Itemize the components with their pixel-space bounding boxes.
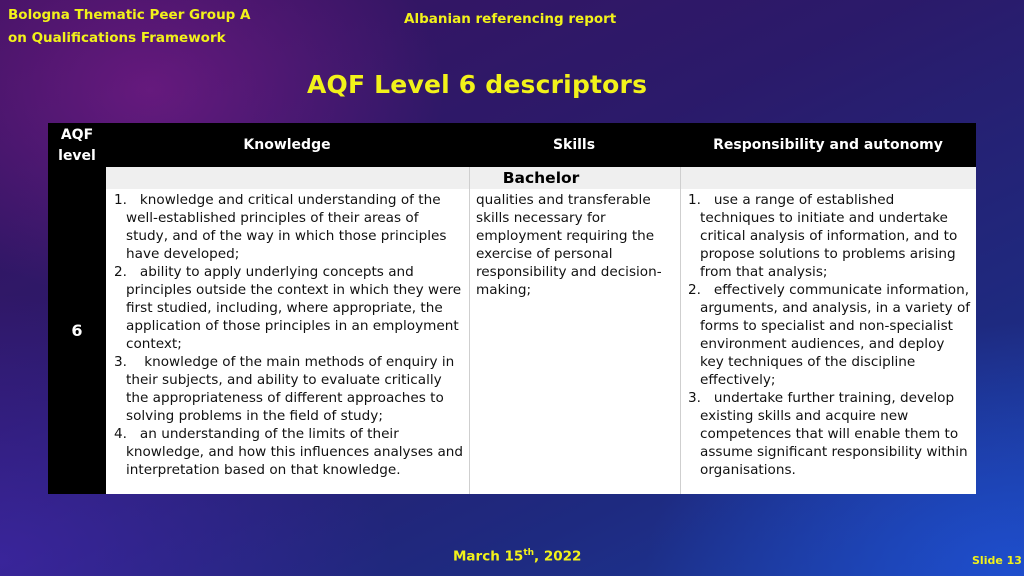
level-column bbox=[48, 123, 106, 494]
descriptors-table bbox=[48, 123, 976, 494]
responsibility-item: 3. undertake further training, develop existing skills and acquire new competences that will enable them to assume significant responsibility within organisations. bbox=[688, 390, 968, 478]
slide-number: Slide 13 bbox=[972, 554, 1022, 567]
org-line-2: on Qualifications Framework bbox=[8, 30, 226, 46]
knowledge-item: 2. ability to apply underlying concepts and principles outside the context in which they were first studied, including, where appropriate, the application of those principles in an employment context; bbox=[114, 264, 462, 352]
level-header bbox=[48, 125, 106, 167]
page-title: AQF Level 6 descriptors bbox=[307, 70, 648, 99]
responsibility-item: 1. use a range of established techniques to initiate and undertake critical analysis of information, and to propose solutions to problems arising from that analysis; bbox=[688, 192, 958, 280]
date-suffix: , 2022 bbox=[534, 548, 582, 565]
knowledge-cell bbox=[108, 189, 468, 494]
date-prefix: March 15 bbox=[453, 548, 524, 565]
knowledge-list bbox=[112, 191, 464, 479]
footer-date bbox=[453, 548, 581, 565]
bachelor-subheader: Bachelor bbox=[106, 167, 976, 189]
knowledge-item: 1. knowledge and critical understanding of the well-established principles of their areas of study, and of the way in which those principles have developed; bbox=[114, 192, 447, 262]
date-superscript: th bbox=[523, 548, 535, 558]
knowledge-item: 3. knowledge of the main methods of enquiry in their subjects, and ability to evaluate critically the appropriateness of different approaches to solving problems in the field of study; bbox=[114, 354, 455, 424]
organization-title bbox=[8, 4, 298, 50]
column-divider bbox=[680, 167, 681, 494]
level-header-line-1: AQF bbox=[60, 127, 94, 143]
skills-text: qualities and transferable skills necessary for employment requiring the exercise of personal responsibility and decision-making; bbox=[476, 192, 662, 298]
column-header-skills: Skills bbox=[552, 137, 596, 153]
org-line-1: Bologna Thematic Peer Group A bbox=[8, 7, 251, 23]
level-header-line-2: level bbox=[58, 148, 96, 164]
header-row bbox=[106, 123, 976, 167]
responsibility-item: 2. effectively communicate information, arguments, and analysis, in a variety of forms to specialist and non-specialist environment audiences, and deploy key techniques of the discipline effectively; bbox=[688, 282, 971, 388]
knowledge-item: 4. an understanding of the limits of their knowledge, and how this influences analyses and interpretation based on that knowledge. bbox=[114, 426, 464, 478]
skills-cell bbox=[474, 189, 678, 494]
column-header-responsibility: Responsibility and autonomy bbox=[713, 137, 943, 153]
level-value: 6 bbox=[71, 321, 83, 340]
column-divider bbox=[469, 167, 470, 494]
report-name: Albanian referencing report bbox=[404, 11, 617, 27]
responsibility-list bbox=[686, 191, 972, 479]
column-header-knowledge: Knowledge bbox=[243, 137, 331, 153]
responsibility-cell bbox=[684, 189, 976, 494]
